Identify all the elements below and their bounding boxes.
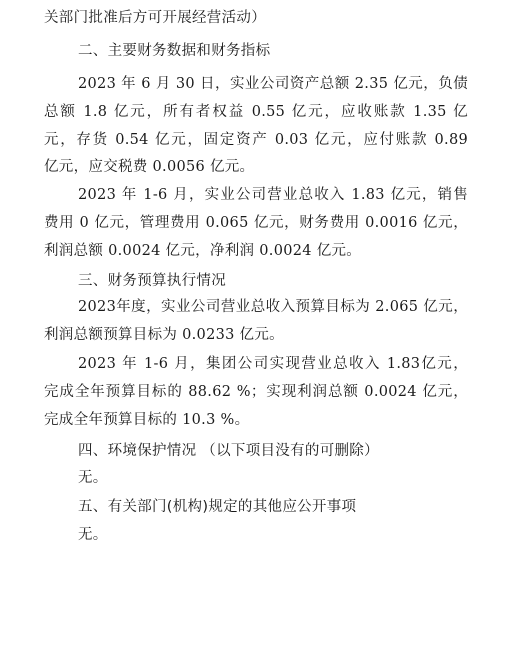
section4-heading: 四、环境保护情况 （以下项目没有的可删除）: [78, 443, 379, 459]
section4-body: 无。: [78, 470, 108, 486]
section2-p2-line3: 利润总额 0.0024 亿元，净利润 0.0024 亿元。: [44, 243, 362, 259]
top-fragment-line: 关部门批准后方可开展经营活动）: [44, 10, 266, 26]
section2-p1-line4: 亿元，应交税费 0.0056 亿元。: [44, 159, 255, 175]
section3-p2-line1: 2023 年 1-6 月，集团公司实现营业总收入 1.83亿元，: [78, 356, 468, 372]
section2-p2-line1: 2023 年 1-6 月，实业公司营业总收入 1.83 亿元，销售: [78, 187, 468, 203]
section3-heading: 三、财务预算执行情况: [78, 273, 226, 289]
section3-p1-line2: 利润总额预算目标为 0.0233 亿元。: [44, 327, 284, 343]
section3-p2-line2: 完成全年预算目标的 88.62 %；实现利润总额 0.0024 亿元，: [44, 384, 468, 400]
section2-p1-line2: 总额 1.8 亿元，所有者权益 0.55 亿元，应收账款 1.35 亿: [44, 104, 468, 120]
section2-p2-line2: 费用 0 亿元，管理费用 0.065 亿元，财务费用 0.0016 亿元，: [44, 215, 468, 231]
section2-heading: 二、主要财务数据和财务指标: [78, 43, 271, 59]
section5-body: 无。: [78, 527, 108, 543]
section2-p1-line1: 2023 年 6 月 30 日，实业公司资产总额 2.35 亿元，负债: [78, 76, 468, 92]
section3-p2-line3: 完成全年预算目标的 10.3 %。: [44, 412, 250, 428]
section5-heading: 五、有关部门(机构)规定的其他应公开事项: [78, 499, 357, 515]
section3-p1-line1: 2023年度，实业公司营业总收入预算目标为 2.065 亿元，: [78, 299, 468, 315]
section2-p1-line3: 元，存货 0.54 亿元，固定资产 0.03 亿元，应付账款 0.89: [44, 132, 468, 148]
